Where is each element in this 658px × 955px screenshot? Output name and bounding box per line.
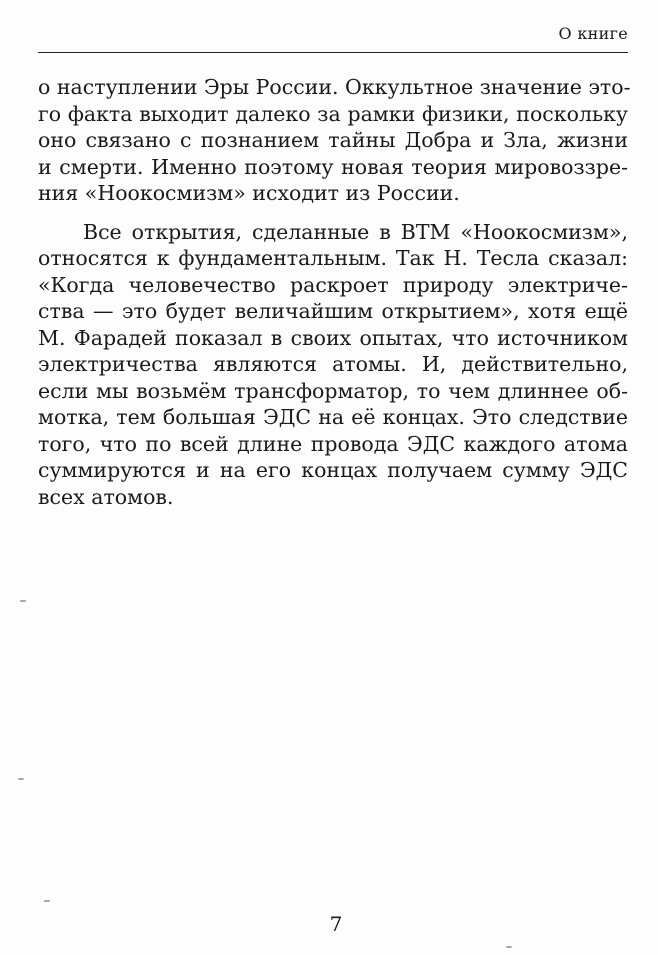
text-line: ства — это будет величайшим открытием», хотя ещё [38, 299, 628, 323]
text-line: суммируются и на его концах получаем сумму ЭДС [38, 458, 628, 482]
running-header [38, 22, 628, 53]
text-line: относятся к фундаментальным. Так Н. Тесла сказал: [38, 246, 628, 270]
text-line: мотка, тем большая ЭДС на её концах. Это следствие [38, 405, 628, 429]
text-line: электричества являются атомы. И, действительно, [38, 352, 628, 376]
text-line: М. Фарадей показал в своих опытах, что источником [38, 325, 628, 350]
text-line: если мы возьмём трансформатор, то чем длиннее об- [38, 378, 628, 403]
text-line: всех атомов. [38, 484, 174, 509]
text-line: о наступлении Эры России. Оккультное значение это- [38, 75, 631, 99]
body-text [38, 74, 631, 510]
scan-speck [44, 900, 50, 902]
text-line: и смерти. Именно поэтому новая теория мировоззре- [38, 154, 628, 179]
text-line: «Когда человечество раскроет природу электриче- [38, 272, 628, 297]
scan-speck [506, 946, 512, 948]
text-line: ния «Ноокосмизм» исходит из России. [38, 181, 460, 205]
running-header-title: О книге [558, 24, 628, 43]
text-line: того, что по всей длине провода ЭДС каждого атома [38, 431, 628, 456]
paragraph-gap [38, 207, 628, 219]
text-line: го факта выходит далеко за рамки физики, поскольку [38, 101, 628, 126]
text-line: Все открытия, сделанные в ВТМ «Ноокосмизм», [83, 219, 628, 244]
scan-speck [20, 600, 26, 602]
scan-speck [18, 778, 24, 780]
page-number: 7 [329, 912, 343, 936]
text-line: оно связано с познанием тайны Добра и Зла, жизни [38, 128, 628, 152]
